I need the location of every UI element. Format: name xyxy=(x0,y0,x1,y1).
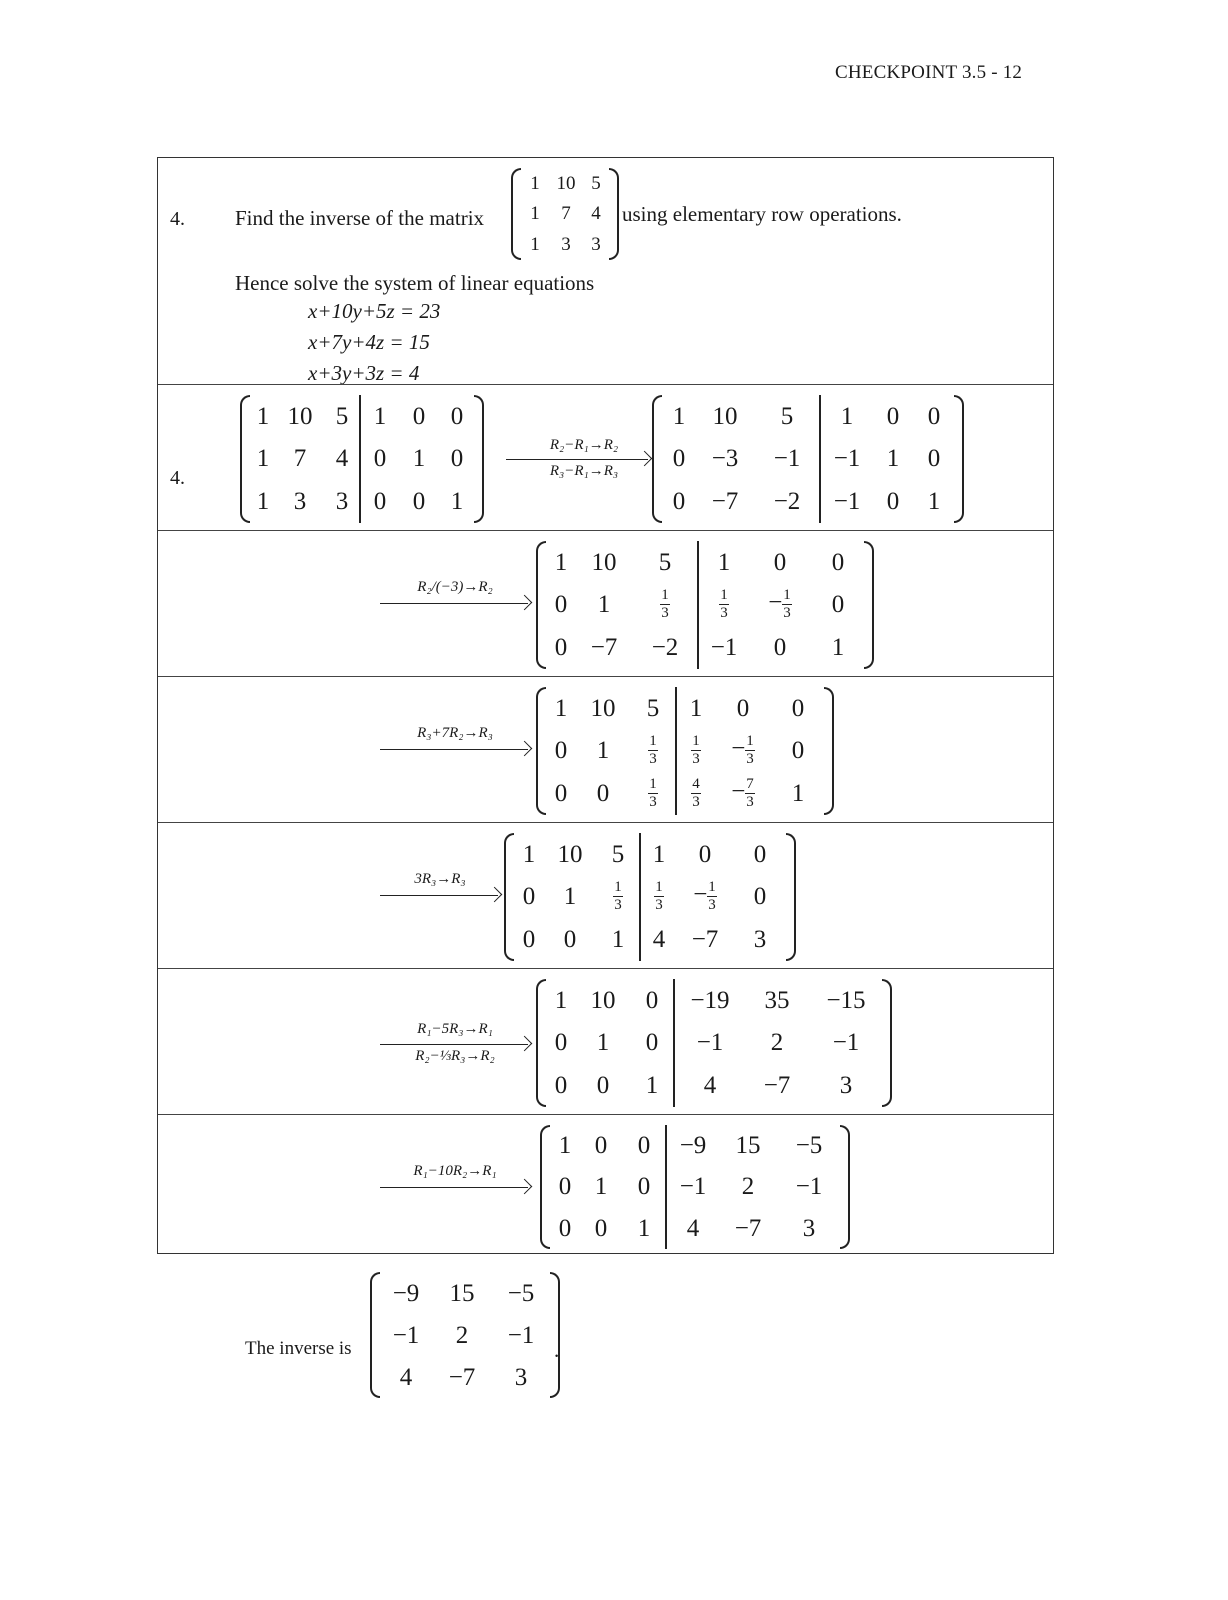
matrix-cell: 1 xyxy=(637,1214,651,1242)
solution-step-3 xyxy=(158,676,1053,823)
matrix-cell: 1 xyxy=(563,883,577,911)
right-paren xyxy=(864,541,874,669)
row-operation-label-2: R₃−R₁→R₃ xyxy=(549,463,619,479)
matrix-cell: 5 xyxy=(611,840,625,868)
row-operation-label: R₁−5R₃→R₁ xyxy=(417,1021,493,1037)
right-paren xyxy=(550,1272,560,1398)
matrix-cell: 0 xyxy=(773,634,787,662)
matrix-cell: 2 xyxy=(741,1173,755,1201)
matrix-cell: 0 xyxy=(522,926,536,954)
matrix-cell: 1 xyxy=(597,591,611,619)
matrix-cell: 1 xyxy=(697,541,749,584)
matrix-cell: 0 xyxy=(637,1132,651,1160)
fraction: $\frac{1}{3}$ xyxy=(720,587,728,622)
fraction: $\frac{1}{3}$ xyxy=(614,879,622,914)
matrix-cell: −7 xyxy=(448,1363,476,1391)
matrix-cell: 5 xyxy=(646,694,660,722)
right-paren xyxy=(609,168,619,260)
matrix-cell: 1 xyxy=(927,488,941,516)
matrix-cell xyxy=(675,772,715,815)
matrix-cell: 1 xyxy=(530,234,540,256)
result-matrix xyxy=(536,541,874,669)
matrix-cell: 0 xyxy=(596,1072,610,1100)
matrix-cell: 0 xyxy=(359,438,399,481)
matrix-cell: 10 xyxy=(557,840,583,868)
left-paren xyxy=(536,541,546,669)
matrix-cell: 1 xyxy=(819,395,873,438)
matrix-cell: 3 xyxy=(802,1214,816,1242)
row-operation-label: R₃+7R₂→R₃ xyxy=(417,725,493,741)
matrix-cell: −7 xyxy=(734,1214,762,1242)
matrix-cell: 2 xyxy=(455,1321,469,1349)
right-paren xyxy=(786,833,796,961)
matrix-cell xyxy=(697,584,749,627)
matrix-cell: 0 xyxy=(412,402,426,430)
matrix-grid xyxy=(514,833,786,961)
fraction: $\frac{1}{3}$ xyxy=(649,733,657,768)
left-paren xyxy=(652,395,662,523)
matrix-cell: 10 xyxy=(590,986,616,1014)
matrix-grid xyxy=(546,687,824,815)
matrix-cell: −3 xyxy=(711,445,739,473)
matrix-cell: −7 xyxy=(590,634,618,662)
equation-2: x+7y+4z = 15 xyxy=(308,330,430,354)
right-paren xyxy=(824,687,834,815)
matrix-cell: 1 xyxy=(256,488,270,516)
row-operation-label-2: R₂−⅓R₃→R₂ xyxy=(415,1048,495,1064)
page-header: CHECKPOINT 3.5 - 12 xyxy=(835,62,1023,83)
matrix-cell: 0 xyxy=(450,445,464,473)
matrix-cell: −5 xyxy=(507,1279,535,1307)
matrix-cell: 0 xyxy=(791,737,805,765)
solution-step-4 xyxy=(158,822,1053,969)
matrix-cell: 0 xyxy=(753,840,767,868)
fraction: $\frac{7}{3}$ xyxy=(746,776,754,811)
row-operation-label: R₁−10R₂→R₁ xyxy=(413,1163,497,1179)
matrix-cell: 10 xyxy=(287,402,313,430)
matrix-cell: 0 xyxy=(594,1132,608,1160)
matrix-grid xyxy=(550,1125,840,1249)
result-matrix xyxy=(536,979,892,1107)
matrix-cell: 0 xyxy=(554,634,568,662)
right-paren xyxy=(474,395,484,523)
matrix-cell: 3 xyxy=(514,1363,528,1391)
matrix-cell: 0 xyxy=(558,1173,572,1201)
matrix-cell: 4 xyxy=(399,1363,413,1391)
matrix-cell: 0 xyxy=(753,883,767,911)
row-operation-arrow xyxy=(380,1044,528,1045)
matrix-cell: 1 xyxy=(645,1072,659,1100)
matrix-cell: −1 xyxy=(819,438,873,481)
fraction: $\frac{4}{3}$ xyxy=(692,776,700,811)
left-paren xyxy=(536,687,546,815)
matrix-cell: 0 xyxy=(831,548,845,576)
right-paren xyxy=(840,1125,850,1249)
matrix-cell: 1 xyxy=(359,395,399,438)
matrix-cell: −1 xyxy=(819,480,873,523)
matrix-cell: 0 xyxy=(558,1214,572,1242)
matrix-cell: 1 xyxy=(594,1173,608,1201)
initial-augmented-matrix xyxy=(240,395,484,523)
follow-up-text: Hence solve the system of linear equations xyxy=(235,271,595,295)
result-matrix xyxy=(536,687,834,815)
left-paren xyxy=(511,168,521,260)
matrix-cell: −9 xyxy=(665,1125,719,1166)
solution-step-1 xyxy=(158,384,1053,531)
left-paren xyxy=(240,395,250,523)
answer-label: The inverse is xyxy=(245,1338,352,1359)
result-matrix xyxy=(504,833,796,961)
matrix-cell: 1 xyxy=(412,445,426,473)
matrix-cell: 0 xyxy=(554,1029,568,1057)
matrix-cell: 1 xyxy=(639,833,677,876)
solution-number: 4. xyxy=(170,467,185,489)
matrix-cell: 5 xyxy=(335,402,349,430)
matrix-cell: −1 xyxy=(795,1173,823,1201)
matrix-cell: 0 xyxy=(637,1173,651,1201)
right-paren xyxy=(882,979,892,1107)
matrix-cell: 2 xyxy=(770,1029,784,1057)
matrix-cell: 3 xyxy=(293,488,307,516)
row-operation-label: 3R₃→R₃ xyxy=(414,871,466,887)
matrix-cell: −19 xyxy=(673,979,745,1022)
matrix-cell: 3 xyxy=(591,234,601,256)
matrix-cell: 1 xyxy=(554,548,568,576)
matrix-cell: 1 xyxy=(256,445,270,473)
matrix-cell: 0 xyxy=(554,780,568,808)
matrix-cell: −9 xyxy=(392,1279,420,1307)
matrix-cell: 10 xyxy=(556,172,576,194)
right-paren xyxy=(954,395,964,523)
matrix-cell: 0 xyxy=(645,986,659,1014)
matrix-cell: 0 xyxy=(927,445,941,473)
matrix-cell: 1 xyxy=(611,926,625,954)
matrix-cell: 0 xyxy=(886,402,900,430)
fraction: $\frac{1}{3}$ xyxy=(661,587,669,622)
matrix-cell: −7 xyxy=(763,1072,791,1100)
matrix-cell: 0 xyxy=(736,694,750,722)
matrix-cell: −1 xyxy=(832,1029,860,1057)
matrix-cell: 4 xyxy=(665,1208,719,1249)
matrix-cell: − $\frac{7}{3}$ xyxy=(731,776,754,811)
matrix-cell: 0 xyxy=(927,402,941,430)
question-matrix xyxy=(511,168,619,260)
matrix-cell xyxy=(648,777,658,810)
matrix-cell: 10 xyxy=(591,548,617,576)
matrix-cell: −1 xyxy=(773,445,801,473)
matrix-cell xyxy=(639,876,677,919)
result-matrix xyxy=(652,395,964,523)
matrix-cell: 0 xyxy=(554,591,568,619)
matrix-cell: 1 xyxy=(256,402,270,430)
matrix-cell: 5 xyxy=(780,402,794,430)
matrix-cell: 0 xyxy=(412,488,426,516)
result-matrix xyxy=(540,1125,850,1249)
matrix-cell: −7 xyxy=(691,926,719,954)
matrix-cell: 7 xyxy=(561,203,571,225)
matrix-cell: 1 xyxy=(672,402,686,430)
matrix-cell: 35 xyxy=(764,986,790,1014)
matrix-cell: 1 xyxy=(558,1132,572,1160)
matrix-cell: 3 xyxy=(753,926,767,954)
question-prompt-end: using elementary row operations. xyxy=(622,202,902,226)
matrix-cell: 1 xyxy=(530,203,540,225)
matrix-cell: 0 xyxy=(596,780,610,808)
fraction: $\frac{1}{3}$ xyxy=(708,879,716,914)
matrix-cell: 0 xyxy=(698,840,712,868)
matrix-cell: −1 xyxy=(673,1022,745,1065)
solution-step-2 xyxy=(158,530,1053,677)
left-paren xyxy=(504,833,514,961)
matrix-cell: 1 xyxy=(530,172,540,194)
matrix-cell: 10 xyxy=(712,402,738,430)
matrix-cell: 0 xyxy=(791,694,805,722)
row-operation-arrow xyxy=(380,603,528,604)
matrix-cell: 4 xyxy=(639,918,677,961)
matrix-cell: 0 xyxy=(831,591,845,619)
matrix-cell: −15 xyxy=(826,986,866,1014)
matrix-cell: 1 xyxy=(554,986,568,1014)
matrix-cell: 3 xyxy=(839,1072,853,1100)
left-paren xyxy=(540,1125,550,1249)
matrix-cell: 7 xyxy=(293,445,307,473)
matrix-cell: 0 xyxy=(773,548,787,576)
question-prompt: Find the inverse of the matrix xyxy=(235,206,485,230)
matrix-cell: 1 xyxy=(450,488,464,516)
matrix-cell: 0 xyxy=(522,883,536,911)
fraction: $\frac{1}{3}$ xyxy=(649,776,657,811)
solution-step-5 xyxy=(158,968,1053,1115)
matrix-cell: 1 xyxy=(791,780,805,808)
fraction: $\frac{1}{3}$ xyxy=(655,879,663,914)
question-row xyxy=(158,158,1053,384)
row-operation-arrow xyxy=(380,749,528,750)
matrix-cell: 3 xyxy=(561,234,571,256)
matrix-cell: − $\frac{1}{3}$ xyxy=(731,733,754,768)
row-operation-label: R₂−R₁→R₂ xyxy=(549,437,619,453)
matrix-cell: 3 xyxy=(335,488,349,516)
matrix-cell xyxy=(675,730,715,773)
answer-period: . xyxy=(554,1338,560,1362)
matrix-cell: 0 xyxy=(554,1072,568,1100)
left-paren xyxy=(370,1272,380,1398)
matrix-cell: −7 xyxy=(711,488,739,516)
matrix-cell: − $\frac{1}{3}$ xyxy=(693,879,716,914)
matrix-cell: 4 xyxy=(591,203,601,225)
matrix-cell: 0 xyxy=(672,445,686,473)
fraction: $\frac{1}{3}$ xyxy=(692,733,700,768)
matrix-grid xyxy=(546,541,864,669)
matrix-cell: −1 xyxy=(697,626,749,669)
equation-3: x+3y+3z = 4 xyxy=(308,361,420,385)
matrix-grid xyxy=(662,395,954,523)
matrix-grid xyxy=(250,395,474,523)
matrix-cell: −2 xyxy=(773,488,801,516)
matrix-cell: −1 xyxy=(392,1321,420,1349)
matrix-cell: 1 xyxy=(886,445,900,473)
matrix-cell: −5 xyxy=(795,1132,823,1160)
matrix-cell: 0 xyxy=(594,1214,608,1242)
matrix-cell: 0 xyxy=(886,488,900,516)
matrix-cell: 0 xyxy=(645,1029,659,1057)
matrix-cell: 0 xyxy=(450,402,464,430)
worksheet-table xyxy=(157,157,1054,1254)
matrix-grid xyxy=(380,1272,550,1398)
matrix-cell xyxy=(648,734,658,767)
matrix-grid xyxy=(521,168,609,260)
matrix-cell: 1 xyxy=(522,840,536,868)
matrix-cell: 15 xyxy=(735,1132,761,1160)
row-operation-label: R₂/(−3)→R₂ xyxy=(417,579,493,595)
matrix-cell: 10 xyxy=(590,694,616,722)
matrix-cell: 4 xyxy=(673,1064,745,1107)
matrix-cell: 1 xyxy=(554,694,568,722)
matrix-cell: 1 xyxy=(831,634,845,662)
matrix-cell: 5 xyxy=(591,172,601,194)
row-operation-arrow xyxy=(380,1187,528,1188)
equation-1: x+10y+5z = 23 xyxy=(308,299,441,323)
matrix-cell: 0 xyxy=(554,737,568,765)
row-operation-arrow xyxy=(380,895,498,896)
matrix-cell: 1 xyxy=(596,737,610,765)
fraction: $\frac{1}{3}$ xyxy=(783,587,791,622)
matrix-cell: 0 xyxy=(563,926,577,954)
matrix-cell: 1 xyxy=(675,687,715,730)
matrix-cell: 5 xyxy=(658,548,672,576)
matrix-cell: −1 xyxy=(665,1166,719,1207)
matrix-cell: −2 xyxy=(651,634,679,662)
matrix-cell xyxy=(613,880,623,913)
matrix-cell: 1 xyxy=(596,1029,610,1057)
matrix-cell: 4 xyxy=(335,445,349,473)
left-paren xyxy=(536,979,546,1107)
fraction: $\frac{1}{3}$ xyxy=(746,733,754,768)
matrix-cell: − $\frac{1}{3}$ xyxy=(768,587,791,622)
matrix-cell: 15 xyxy=(449,1279,475,1307)
inverse-matrix xyxy=(370,1272,560,1398)
matrix-cell xyxy=(660,588,670,621)
matrix-cell: −1 xyxy=(507,1321,535,1349)
solution-step-6 xyxy=(158,1114,1053,1256)
row-operation-arrow xyxy=(506,459,648,460)
matrix-grid xyxy=(546,979,882,1107)
matrix-cell: 0 xyxy=(359,480,399,523)
question-number: 4. xyxy=(170,208,185,230)
matrix-cell: 0 xyxy=(672,488,686,516)
